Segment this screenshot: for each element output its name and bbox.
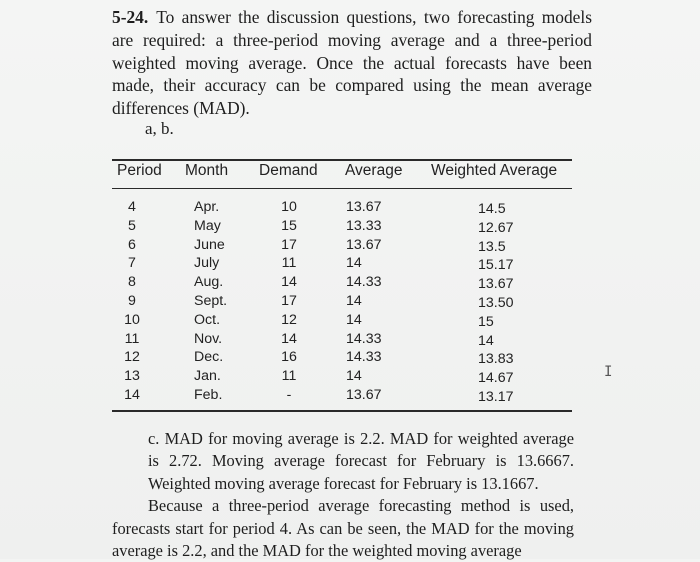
month-cell: Feb. xyxy=(194,386,223,403)
text-cursor-icon: I xyxy=(604,364,613,380)
period-cell: 10 xyxy=(124,311,140,328)
month-cell: Dec. xyxy=(194,349,224,366)
period-cell: 12 xyxy=(124,349,140,366)
month-cell: Apr. xyxy=(194,199,220,215)
header-demand: Demand xyxy=(259,162,318,179)
problem-paragraph xyxy=(112,6,592,120)
average-cell: 14 xyxy=(346,368,362,385)
weighted-average-cell: 15.17 xyxy=(478,257,514,274)
weighted-average-cell: 13.50 xyxy=(478,294,514,311)
month-cell: Sept. xyxy=(194,292,228,309)
average-cell: 13.67 xyxy=(346,199,382,215)
demand-cell: 14 xyxy=(281,274,297,291)
demand-cell: 11 xyxy=(281,255,297,272)
average-cell: 13.67 xyxy=(346,236,382,253)
period-cell: 5 xyxy=(128,217,136,234)
table-header-rule xyxy=(112,188,572,189)
period-cell: 4 xyxy=(128,199,136,215)
average-cell: 14.33 xyxy=(346,330,382,347)
period-cell: 9 xyxy=(128,292,136,309)
month-cell: May xyxy=(194,217,221,234)
weighted-average-cell: 14.67 xyxy=(478,370,514,387)
period-column xyxy=(120,198,144,405)
header-period: Period xyxy=(117,162,162,179)
month-cell: Nov. xyxy=(194,330,223,347)
weighted-average-cell: 14 xyxy=(478,332,494,349)
demand-cell: 14 xyxy=(281,330,297,347)
demand-cell: 11 xyxy=(281,368,297,385)
period-cell: 11 xyxy=(124,330,140,347)
month-cell: Jan. xyxy=(194,368,221,385)
answer-part-c: c. MAD for moving average is 2.2. MAD for weighted average is 2.72. Moving average forecast for February is 13.6667. Weighted moving average forecast for February is 13.1667. xyxy=(148,429,574,493)
weighted-average-cell: 13.83 xyxy=(478,351,514,368)
average-cell: 14 xyxy=(346,311,362,328)
period-cell: 7 xyxy=(128,255,136,272)
month-column xyxy=(194,198,227,405)
demand-column xyxy=(274,198,304,405)
month-cell: Aug. xyxy=(194,274,224,291)
weighted-average-cell: 13.5 xyxy=(478,238,506,255)
average-cell: 13.67 xyxy=(346,386,382,403)
month-cell: July xyxy=(194,255,220,272)
problem-text: To answer the discussion questions, two forecasting models are required: a three-period moving average and a three-period weighted moving average. Once the actual forecasts have been made, their accuracy can be compared using the mean average differences (MAD). xyxy=(112,7,592,119)
header-average: Average xyxy=(345,162,403,179)
answer-paragraph: Because a three-period average forecasting method is used, forecasts start for period 4. As can be seen, the MAD for the moving average is 2.2, and the MAD for the weighted moving average xyxy=(112,496,574,561)
demand-cell: 10 xyxy=(281,199,297,215)
weighted-average-cell: 15 xyxy=(478,313,494,330)
weighted-average-cell: 13.17 xyxy=(478,388,514,405)
average-cell: 13.33 xyxy=(346,217,382,234)
table-bottom-rule xyxy=(112,410,572,412)
demand-cell: 17 xyxy=(281,292,297,309)
period-cell: 13 xyxy=(124,368,140,385)
period-cell: 8 xyxy=(128,274,136,291)
problem-statement xyxy=(112,6,592,120)
demand-cell: 16 xyxy=(281,349,297,366)
demand-cell: 12 xyxy=(281,311,297,328)
problem-number: 5-24. xyxy=(112,7,149,27)
average-cell: 14 xyxy=(346,255,362,272)
demand-cell: 17 xyxy=(281,236,297,253)
parts-label: a, b. xyxy=(145,119,174,138)
header-month: Month xyxy=(185,162,229,179)
period-cell: 14 xyxy=(124,386,140,403)
period-cell: 6 xyxy=(128,236,136,253)
demand-cell: 15 xyxy=(281,217,297,234)
header-weighted-average: Weighted Average xyxy=(431,162,558,179)
answer-section xyxy=(112,428,574,562)
weighted-average-cell: 12.67 xyxy=(478,219,514,236)
average-cell: 14 xyxy=(346,292,362,309)
weighted-average-cell: 13.67 xyxy=(478,276,514,293)
average-column xyxy=(346,198,382,405)
month-cell: Oct. xyxy=(194,311,221,328)
demand-cell: - xyxy=(286,386,292,403)
month-cell: June xyxy=(194,236,225,253)
table-top-rule xyxy=(112,159,572,161)
average-cell: 14.33 xyxy=(346,349,382,366)
average-cell: 14.33 xyxy=(346,274,382,291)
weighted-average-cell: 14.5 xyxy=(478,201,506,217)
weighted-average-column xyxy=(478,200,514,407)
